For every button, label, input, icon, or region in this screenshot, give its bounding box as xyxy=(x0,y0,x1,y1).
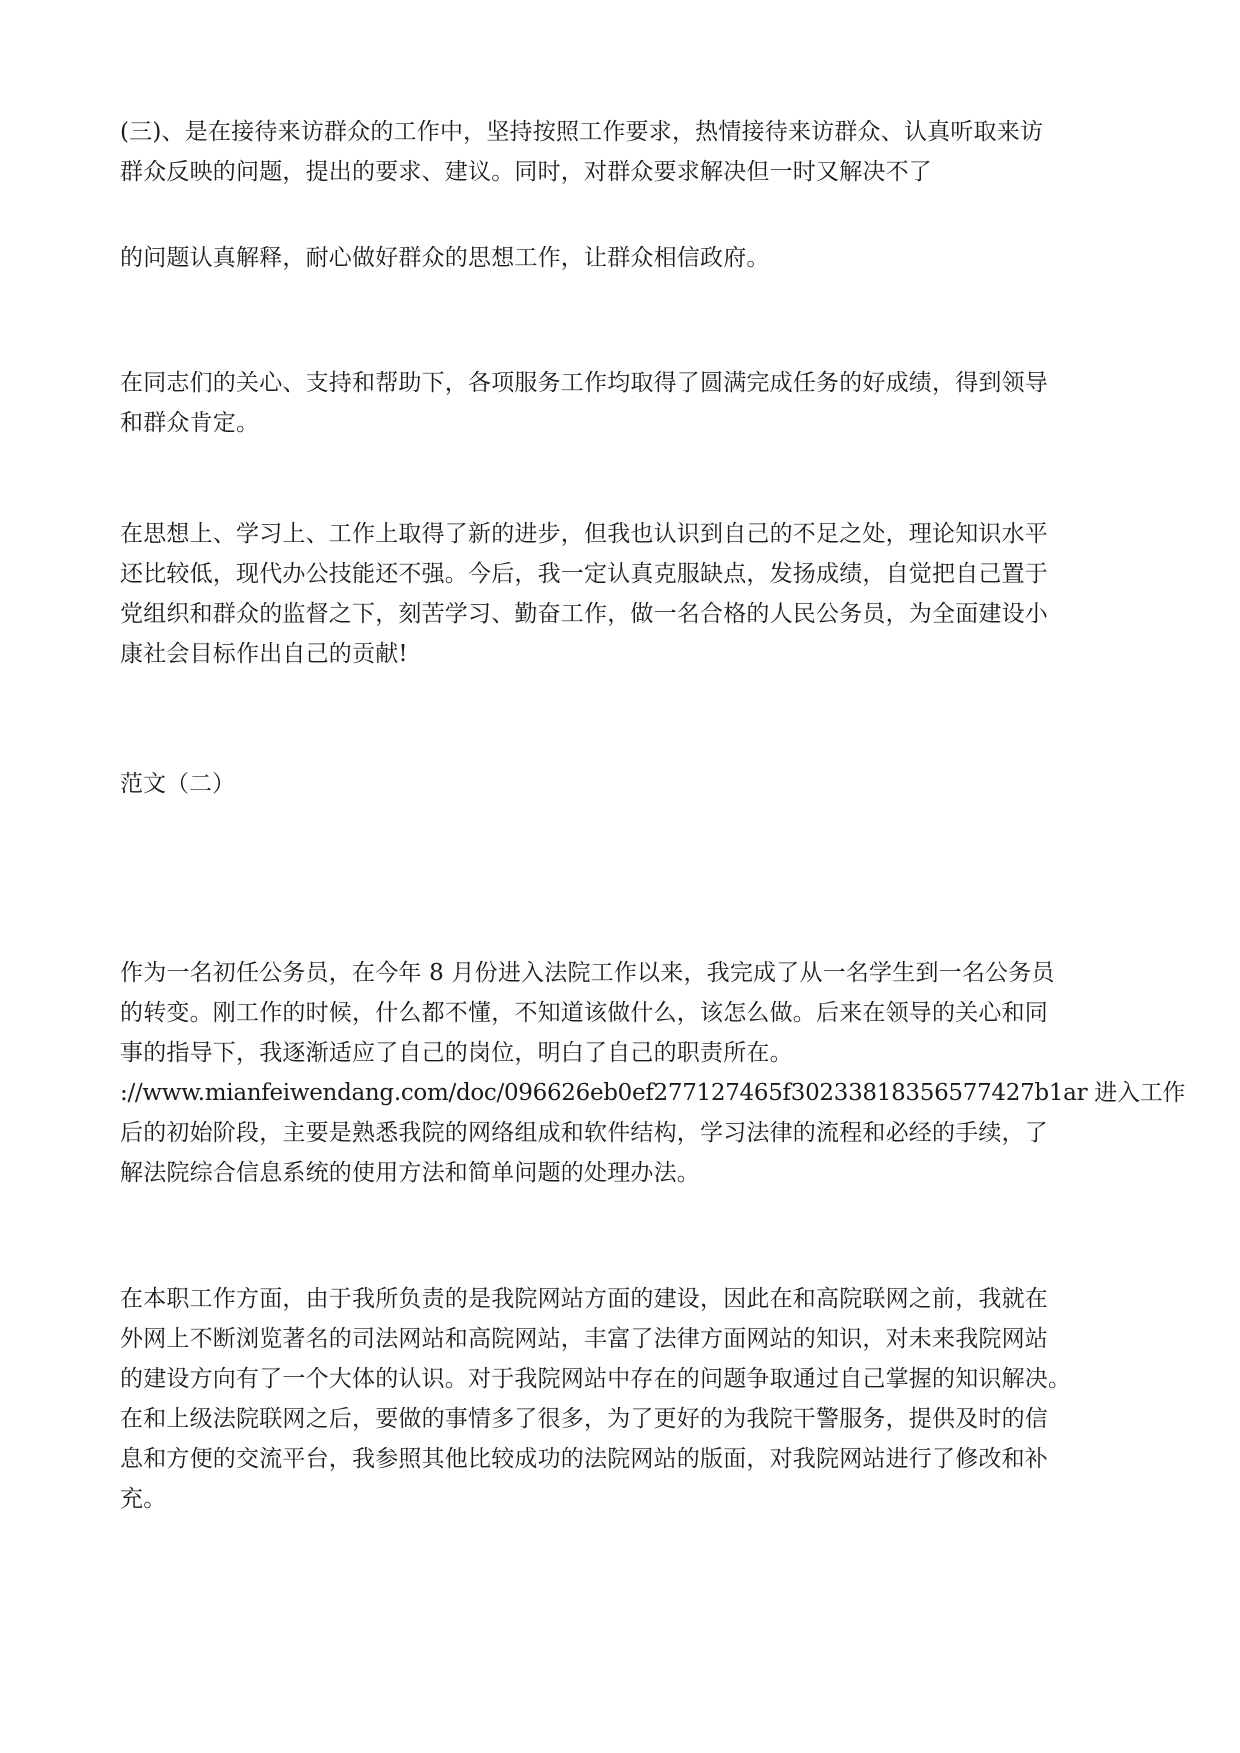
text-line: 和群众肯定。 xyxy=(120,410,260,436)
text-line: 后的初始阶段，主要是熟悉我院的网络组成和软件结构，学习法律的流程和必经的手续，了 xyxy=(120,1120,1048,1146)
text-line: 作为一名初任公务员，在今年 8 月份进入法院工作以来，我完成了从一名学生到一名公务员 xyxy=(120,960,1055,986)
text-line: 充。 xyxy=(120,1486,167,1512)
text-line: 息和方便的交流平台，我参照其他比较成功的法院网站的版面，对我院网站进行了修改和补 xyxy=(120,1446,1048,1472)
paragraph-achievements xyxy=(120,363,1120,443)
text-line: 的问题认真解释，耐心做好群众的思想工作，让群众相信政府。 xyxy=(120,245,770,271)
paragraph-new-civil-servant xyxy=(120,953,1186,1193)
paragraph-explain-problems xyxy=(120,238,1120,278)
text-line: 党组织和群众的监督之下，刻苦学习、勤奋工作，做一名合格的人民公务员，为全面建设小 xyxy=(120,601,1048,627)
text-line: 在本职工作方面，由于我所负责的是我院网站方面的建设，因此在和高院联网之前，我就在 xyxy=(120,1286,1048,1312)
paragraph-receiving-visitors xyxy=(120,112,1120,192)
paragraph-website-work xyxy=(120,1279,1120,1519)
text-line: 康社会目标作出自己的贡献! xyxy=(120,641,408,667)
text-line: 群众反映的问题，提出的要求、建议。同时，对群众要求解决但一时又解决不了 xyxy=(120,159,932,185)
text-line: 解法院综合信息系统的使用方法和简单问题的处理办法。 xyxy=(120,1160,700,1186)
section-title: 范文（二） xyxy=(120,771,235,797)
text-line: 在思想上、学习上、工作上取得了新的进步，但我也认识到自己的不足之处，理论知识水平 xyxy=(120,521,1048,547)
text-line: 事的指导下，我逐渐适应了自己的岗位，明白了自己的职责所在。 xyxy=(120,1040,793,1066)
text-line: 在和上级法院联网之后，要做的事情多了很多，为了更好的为我院干警服务，提供及时的信 xyxy=(120,1406,1048,1432)
text-line: 还比较低，现代办公技能还不强。今后，我一定认真克服缺点，发扬成绩，自觉把自己置于 xyxy=(120,561,1048,587)
url-text-line: ://www.mianfeiwendang.com/doc/096626eb0ef277127465f30233818356577427b1ar 进入工作 xyxy=(120,1080,1186,1106)
text-line: 外网上不断浏览著名的司法网站和高院网站，丰富了法律方面网站的知识，对未来我院网站 xyxy=(120,1326,1048,1352)
text-line: 在同志们的关心、支持和帮助下，各项服务工作均取得了圆满完成任务的好成绩，得到领导 xyxy=(120,370,1048,396)
text-line: 的建设方向有了一个大体的认识。对于我院网站中存在的问题争取通过自己掌握的知识解决。 xyxy=(120,1366,1072,1392)
text-line: (三)、是在接待来访群众的工作中，坚持按照工作要求，热情接待来访群众、认真听取来访 xyxy=(120,119,1044,145)
paragraph-self-assessment xyxy=(120,514,1120,674)
text-line: 的转变。刚工作的时候，什么都不懂，不知道该做什么，该怎么做。后来在领导的关心和同 xyxy=(120,1000,1048,1026)
